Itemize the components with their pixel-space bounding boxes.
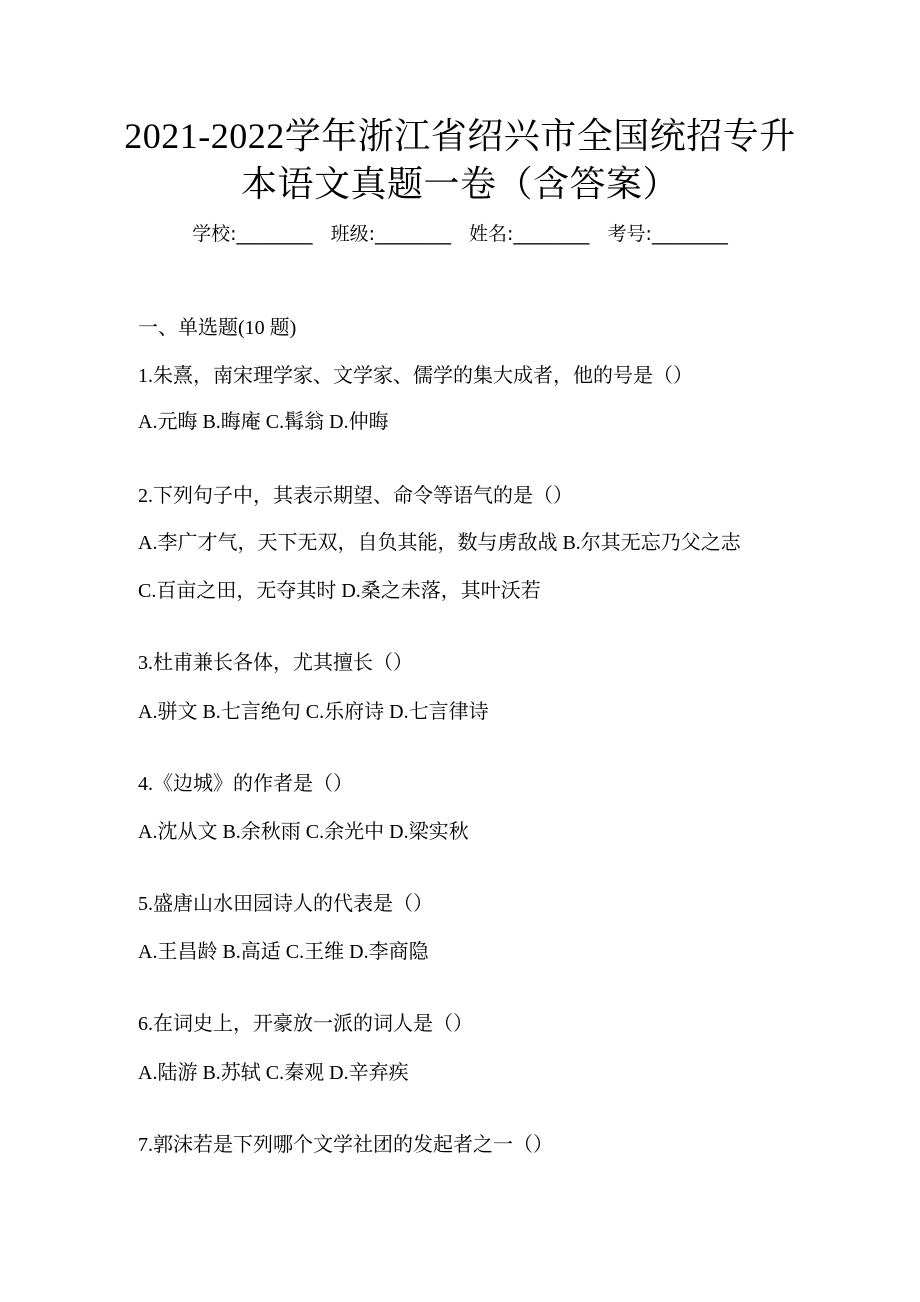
question-2-options-cd: C.百亩之田，无夺其时 D.桑之未落，其叶沃若: [138, 580, 541, 602]
school-field: 学校:________: [192, 223, 313, 245]
question-5: 5.盛唐山水田园诗人的代表是（）: [138, 893, 433, 915]
question-6: 6.在词史上，开豪放一派的词人是（）: [138, 1013, 473, 1035]
exam-number-field: 考号:________: [607, 223, 728, 245]
question-1-options: A.元晦 B.晦庵 C.髯翁 D.仲晦: [138, 411, 389, 433]
question-1: 1.朱熹，南宋理学家、文学家、儒学的集大成者，他的号是（）: [138, 365, 693, 387]
section-heading: 一、单选题(10 题): [138, 317, 297, 339]
question-4-options: A.沈从文 B.余秋雨 C.余光中 D.梁实秋: [138, 821, 469, 843]
question-2: 2.下列句子中，其表示期望、命令等语气的是（）: [138, 485, 573, 507]
question-3-options: A.骈文 B.七言绝句 C.乐府诗 D.七言律诗: [138, 701, 489, 723]
question-5-options: A.王昌龄 B.高适 C.王维 D.李商隐: [138, 941, 429, 963]
question-7: 7.郭沫若是下列哪个文学社团的发起者之一（）: [138, 1134, 553, 1156]
question-3: 3.杜甫兼长各体，尤其擅长（）: [138, 652, 413, 674]
class-field: 班级:________: [330, 223, 451, 245]
question-2-options-ab: A.李广才气，天下无双，自负其能，数与虏敌战 B.尔其无忘乃父之志: [138, 532, 741, 554]
question-4: 4.《边城》的作者是（）: [138, 773, 353, 795]
student-info-fields: [0, 219, 920, 246]
name-field: 姓名:________: [469, 223, 590, 245]
document-title-line-1: 2021-2022学年浙江省绍兴市全国统招专升: [124, 116, 796, 156]
question-6-options: A.陆游 B.苏轼 C.秦观 D.辛弃疾: [138, 1062, 409, 1084]
document-title-line-2: 本语文真题一卷（含答案）: [240, 164, 679, 204]
